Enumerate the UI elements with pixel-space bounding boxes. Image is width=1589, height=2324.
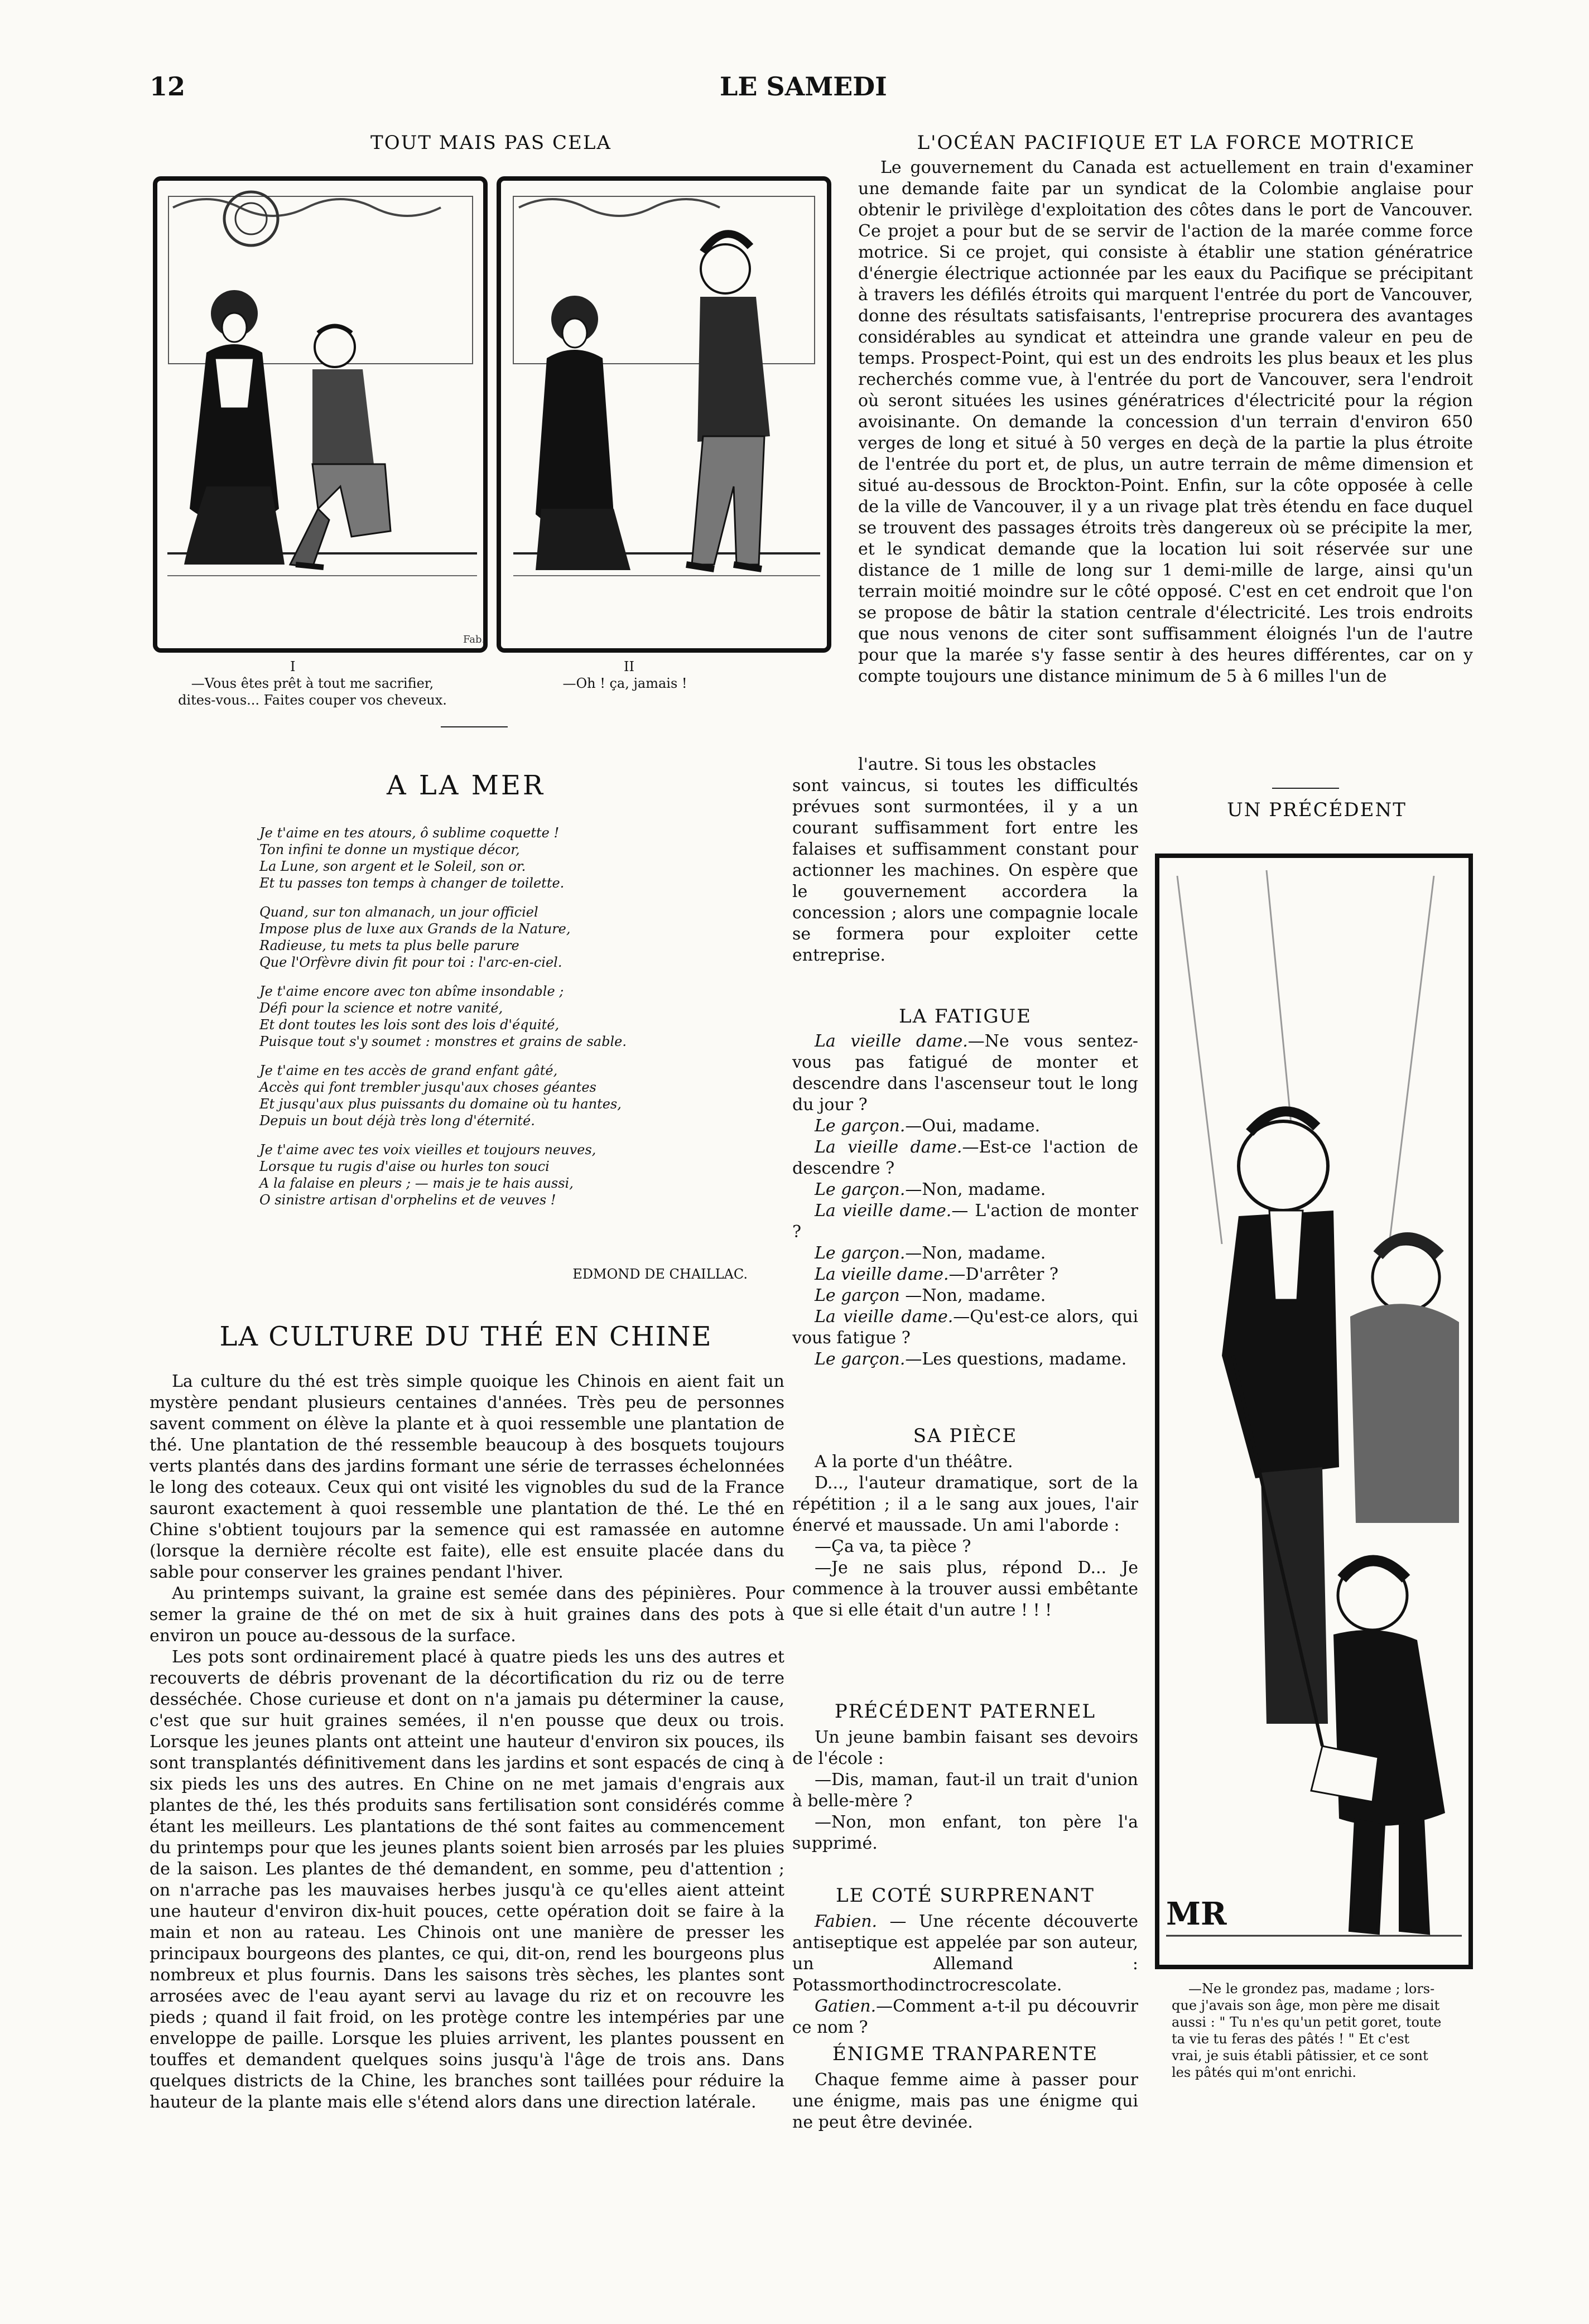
tea-paragraph: La culture du thé est très simple quoique les Chinois en aient fait un mystère pendant plusieurs centaines d'années. Très peu de personnes savent comment on élève la plante et à quoi ressemble une plantation de thé. Une plantation de thé ressemble beaucoup à des bosquets toujours verts plantés dans des jardins formant une série de terrasses échelonnées le long des coteaux. Ceux qui ont visité les vignobles du sud de la France sauront exactement à quoi ressemble une plantation de thé. Le thé en Chine s'obtient toujours par la semence qui est ramassée en automne (lorsque la dernière récolte est faite), elle est ensuite placée dans du sable pour conserver les graines pendant l'hiver.: [150, 1372, 784, 1582]
dialogue-line: La vieille dame.— L'action de monter ?: [792, 1201, 1139, 1242]
piece-body: A la porte d'un théâtre. D..., l'auteur dramatique, sort de la répétition ; il a le sang aux joues, l'air énervé et maussade. Un ami l'aborde : —Ça va, ta pièce ? —Je ne sais plus, répond D... Je commence à la trouver aussi embêtante que si elle était d'un autre ! ! !: [792, 1452, 1138, 1620]
tea-article: [150, 1371, 784, 2113]
dialogue-line: Le garçon.—Non, madame.: [815, 1180, 1046, 1199]
poem-stanza: Je t'aime en tes atours, ô sublime coquette ! Ton infini te donne un mystique décor, La Lune, son argent et le Soleil, son or. Et tu passes ton temps à changer de toilette.: [259, 825, 565, 891]
poem-stanza: Je t'aime avec tes voix vieilles et toujours neuves, Lorsque tu rugis d'aise ou hurles ton souci A la falaise en pleurs ; — mais je te hais aussi, O sinistre artisan d'orphelins et de veuves !: [259, 1142, 596, 1208]
journal-title: LE SAMEDI: [720, 71, 887, 102]
cartoon1-panel2: [499, 179, 829, 650]
dialogue-line: La vieille dame.—Qu'est-ce alors, qui vous fatigue ?: [792, 1307, 1138, 1348]
poem-stanza: Je t'aime encore avec ton abîme insondable ; Défi pour la science et notre vanité, Et dont toutes les lois sont des lois d'équité, Puisque tout s'y soumet : monstres et grains de sable.: [259, 983, 627, 1049]
poem-stanza: Quand, sur ton almanach, un jour officiel Impose plus de luxe aux Grands de la Nature, Radieuse, tu mets ta plus belle parure Que l'Orfèvre divin fit pour toi : l'arc-en-ciel.: [259, 904, 571, 970]
tea-paragraph: Au printemps suivant, la graine est semée dans des pépinières. Pour semer la graine de thé on met de six à huit graines dans des pots à environ un pouce au-dessous de la surface.: [150, 1584, 784, 1646]
precedent-title: UN PRÉCÉDENT: [1227, 799, 1407, 821]
enigme-body: Chaque femme aime à passer pour une énigme, mais pas une énigme qui ne peut être devinée.: [792, 2070, 1138, 2132]
cartoon1-panel1: [155, 179, 485, 650]
dialogue-line: Le garçon.—Les questions, madame.: [815, 1349, 1127, 1369]
ocean-title: L'OCÉAN PACIFIQUE ET LA FORCE MOTRICE: [917, 132, 1415, 154]
divider: [441, 726, 508, 727]
ocean-paragraph: Le gouvernement du Canada est actuellement en train d'examiner une demande faite par un syndicat de la Colombie anglaise pour obtenir le privilège d'exploitation des côtes dans le port de Vancouver. Ce projet a pour but de se servir de l'action de la marée comme force motrice. Si ce projet, qui consiste à établir une station génératrice d'énergie électrique actionnée par les eaux du Pacifique se précipitant à travers les défilés étroits qui marquent l'entrée du port de Vancouver, donne des résultats satisfaisants, l'entreprise procurera des avantages considérables au syndicat et atteindra une grande valeur en peu de temps. Prospect-Point, qui est un des endroits les plus beaux et les plus recherchés comme vue, à l'entrée du port de Vancouver, sera l'endroit où seront situées les usines génératrices d'électricité pour la région avoisinante. On demande la concession d'un terrain d'environ 650 verges de long et situé à 50 verges en deçà de la partie la plus étroite de l'entrée du port et, de plus, un autre terrain de même dimension et situé au-dessous de Brockton-Point. Enfin, sur la côte opposée à celle de la ville de Vancouver, il y a un rivage plat très étendu en face duquel se trouvent des passages étroits très dangereux où se précipite la mer, et le syndicat demande que la location lui soit réservée sur une distance de 1 mille de long sur 1 demi-mille de large, ainsi qu'un terrain moitié moindre sur le côté opposé. C'est en cet endroit que l'on se propose de bâtir la station centrale d'électricité. Les trois endroits que nous venons de citer sont suffisamment éloignés l'un de l'autre pour que la marée s'y fasse sentir à des heures différentes, car on y compte toujours une distance minimum de 5 à 6 milles l'un de: [858, 158, 1473, 686]
divider: [1272, 788, 1339, 789]
piece-title: SA PIÈCE: [913, 1425, 1018, 1447]
dialogue-line: La vieille dame.—Ne vous sentez-vous pas fatigué de monter et descendre dans l'ascenseur tout le long du jour ?: [792, 1031, 1139, 1115]
page-number: 12: [150, 71, 186, 102]
poem-title: A LA MER: [386, 770, 546, 801]
fatigue-title: LA FATIGUE: [898, 1005, 1032, 1028]
dialogue-line: Le garçon.—Oui, madame.: [815, 1116, 1041, 1136]
tea-paragraph: Les pots sont ordinairement placé à quatre pieds les uns des autres et recouverts de débris provenant de la décortification du riz ou de terre desséchée. Chose curieuse et dont on n'a jamais pu déterminer la cause, c'est que sur huit graines semées, il n'en pousse que deux ou trois. Lorsque les jeunes plants ont atteint une hauteur d'environ six pouces, ils sont transplantés définitivement dans les jardins et sont espacés de cinq à six pieds les uns des autres. En Chine on ne met jamais d'engrais aux plantes de thé, les thés produits sans fertilisation sont considérés comme étant les meilleurs. Les plantations de thé sont faites au commencement du printemps pour que les jeunes plants soient bien arrosés par les pluies de la saison. Les plantes de thé demandent, en somme, peu d'attention ; on n'arrache pas les mauvaises herbes jusqu'à ce qu'elles aient atteint une hauteur d'environ dix-huit pouces, cette opération doit se faire à la main et non au rateau. Les Chinois ont une manière de presser les principaux bourgeons des plantes, ce qui, dit-on, rend les bourgeons plus nombreux et plus fournis. Dans les saisons très sèches, les plantes sont arrosées avec de l'eau ayant servi au lavage du riz et on recouvre les pieds ; quand il fait froid, on les protège contre les intempéries par une enveloppe de paille. Lorsque les pluies arrivent, les plantes poussent en touffes et demandent quelques soins jusqu'à l'âge de trois ans. Dans quelques districts de la Chine, les branches sont taillées pour réduire la hauteur de la plante mais elle s'étend alors dans une direction latérale.: [150, 1647, 784, 2112]
precedent-signature: MR: [1166, 1896, 1227, 1932]
precedent-caption: —Ne le grondez pas, madame ; lors- que j'avais son âge, mon père me disait aussi : " Tu n'es qu'un petit goret, toute ta vie tu feras des pâtés ! " Et c'est vrai, je suis établi pâtissier, et ce sont les pâtés qui m'ont enrichi.: [1172, 1981, 1442, 2080]
precedent-illustration: [1155, 854, 1473, 1969]
surprenant-body: [792, 1911, 1138, 2038]
panel2-number: II: [624, 659, 634, 674]
paternel-title: PRÉCÉDENT PATERNEL: [834, 1700, 1096, 1723]
dialogue-line: Le garçon —Non, madame.: [815, 1286, 1046, 1305]
fatigue-dialogue: [792, 1031, 1138, 1370]
panel1-caption: —Vous êtes prêt à tout me sacrifier, dites-vous... Faites couper vos cheveux.: [178, 676, 447, 708]
cartoon1-illustration: [151, 174, 834, 655]
dialogue-line: La vieille dame.—D'arrêter ?: [815, 1265, 1058, 1284]
dialogue-line: Le garçon.—Non, madame.: [815, 1243, 1046, 1263]
ocean-paragraph-narrow: sont vaincus, si toutes les difficultés prévues sont surmontées, il y a un courant suffisamment fort entre les falaises et suffisamment constant pour actionner les machines. On espère que le gouvernement accordera la concession ; alors une compagnie locale se formera pour exploiter cette entreprise.: [792, 776, 1138, 965]
poem-author: EDMOND DE CHAILLAC.: [572, 1266, 748, 1282]
panel1-number: I: [290, 659, 296, 674]
cartoon1-title: TOUT MAIS PAS CELA: [370, 132, 611, 154]
enigme-title: ÉNIGME TRANPARENTE: [832, 2043, 1099, 2065]
dialogue-line: Gatien.—Comment a-t-il pu découvrir ce nom ?: [792, 1997, 1138, 2037]
svg-text:Fab.: Fab.: [463, 634, 485, 645]
paternel-body: Un jeune bambin faisant ses devoirs de l'école : —Dis, maman, faut-il un trait d'union à belle-mère ? —Non, mon enfant, ton père l'a supprimé.: [792, 1728, 1138, 1853]
poem-body: [259, 825, 750, 1208]
dialogue-line: Fabien. — Une récente découverte antiseptique est appelée par son auteur, un Allemand : Potassmorthodinctrocrescolate.: [792, 1912, 1138, 1995]
dialogue-line: La vieille dame.—Est-ce l'action de descendre ?: [792, 1137, 1138, 1178]
poem-stanza: Je t'aime en tes accès de grand enfant gâté, Accès qui font trembler jusqu'aux choses géantes Et jusqu'aux plus puissants du domaine où tu hantes, Depuis un bout déjà très long d'éternité.: [259, 1063, 622, 1129]
surprenant-title: LE COTÉ SURPRENANT: [836, 1884, 1095, 1907]
ocean-paragraph-cont: l'autre. Si tous les obstacles: [858, 755, 1096, 774]
tea-title: LA CULTURE DU THÉ EN CHINE: [219, 1321, 712, 1352]
panel2-caption: —Oh ! ça, jamais !: [562, 676, 687, 691]
